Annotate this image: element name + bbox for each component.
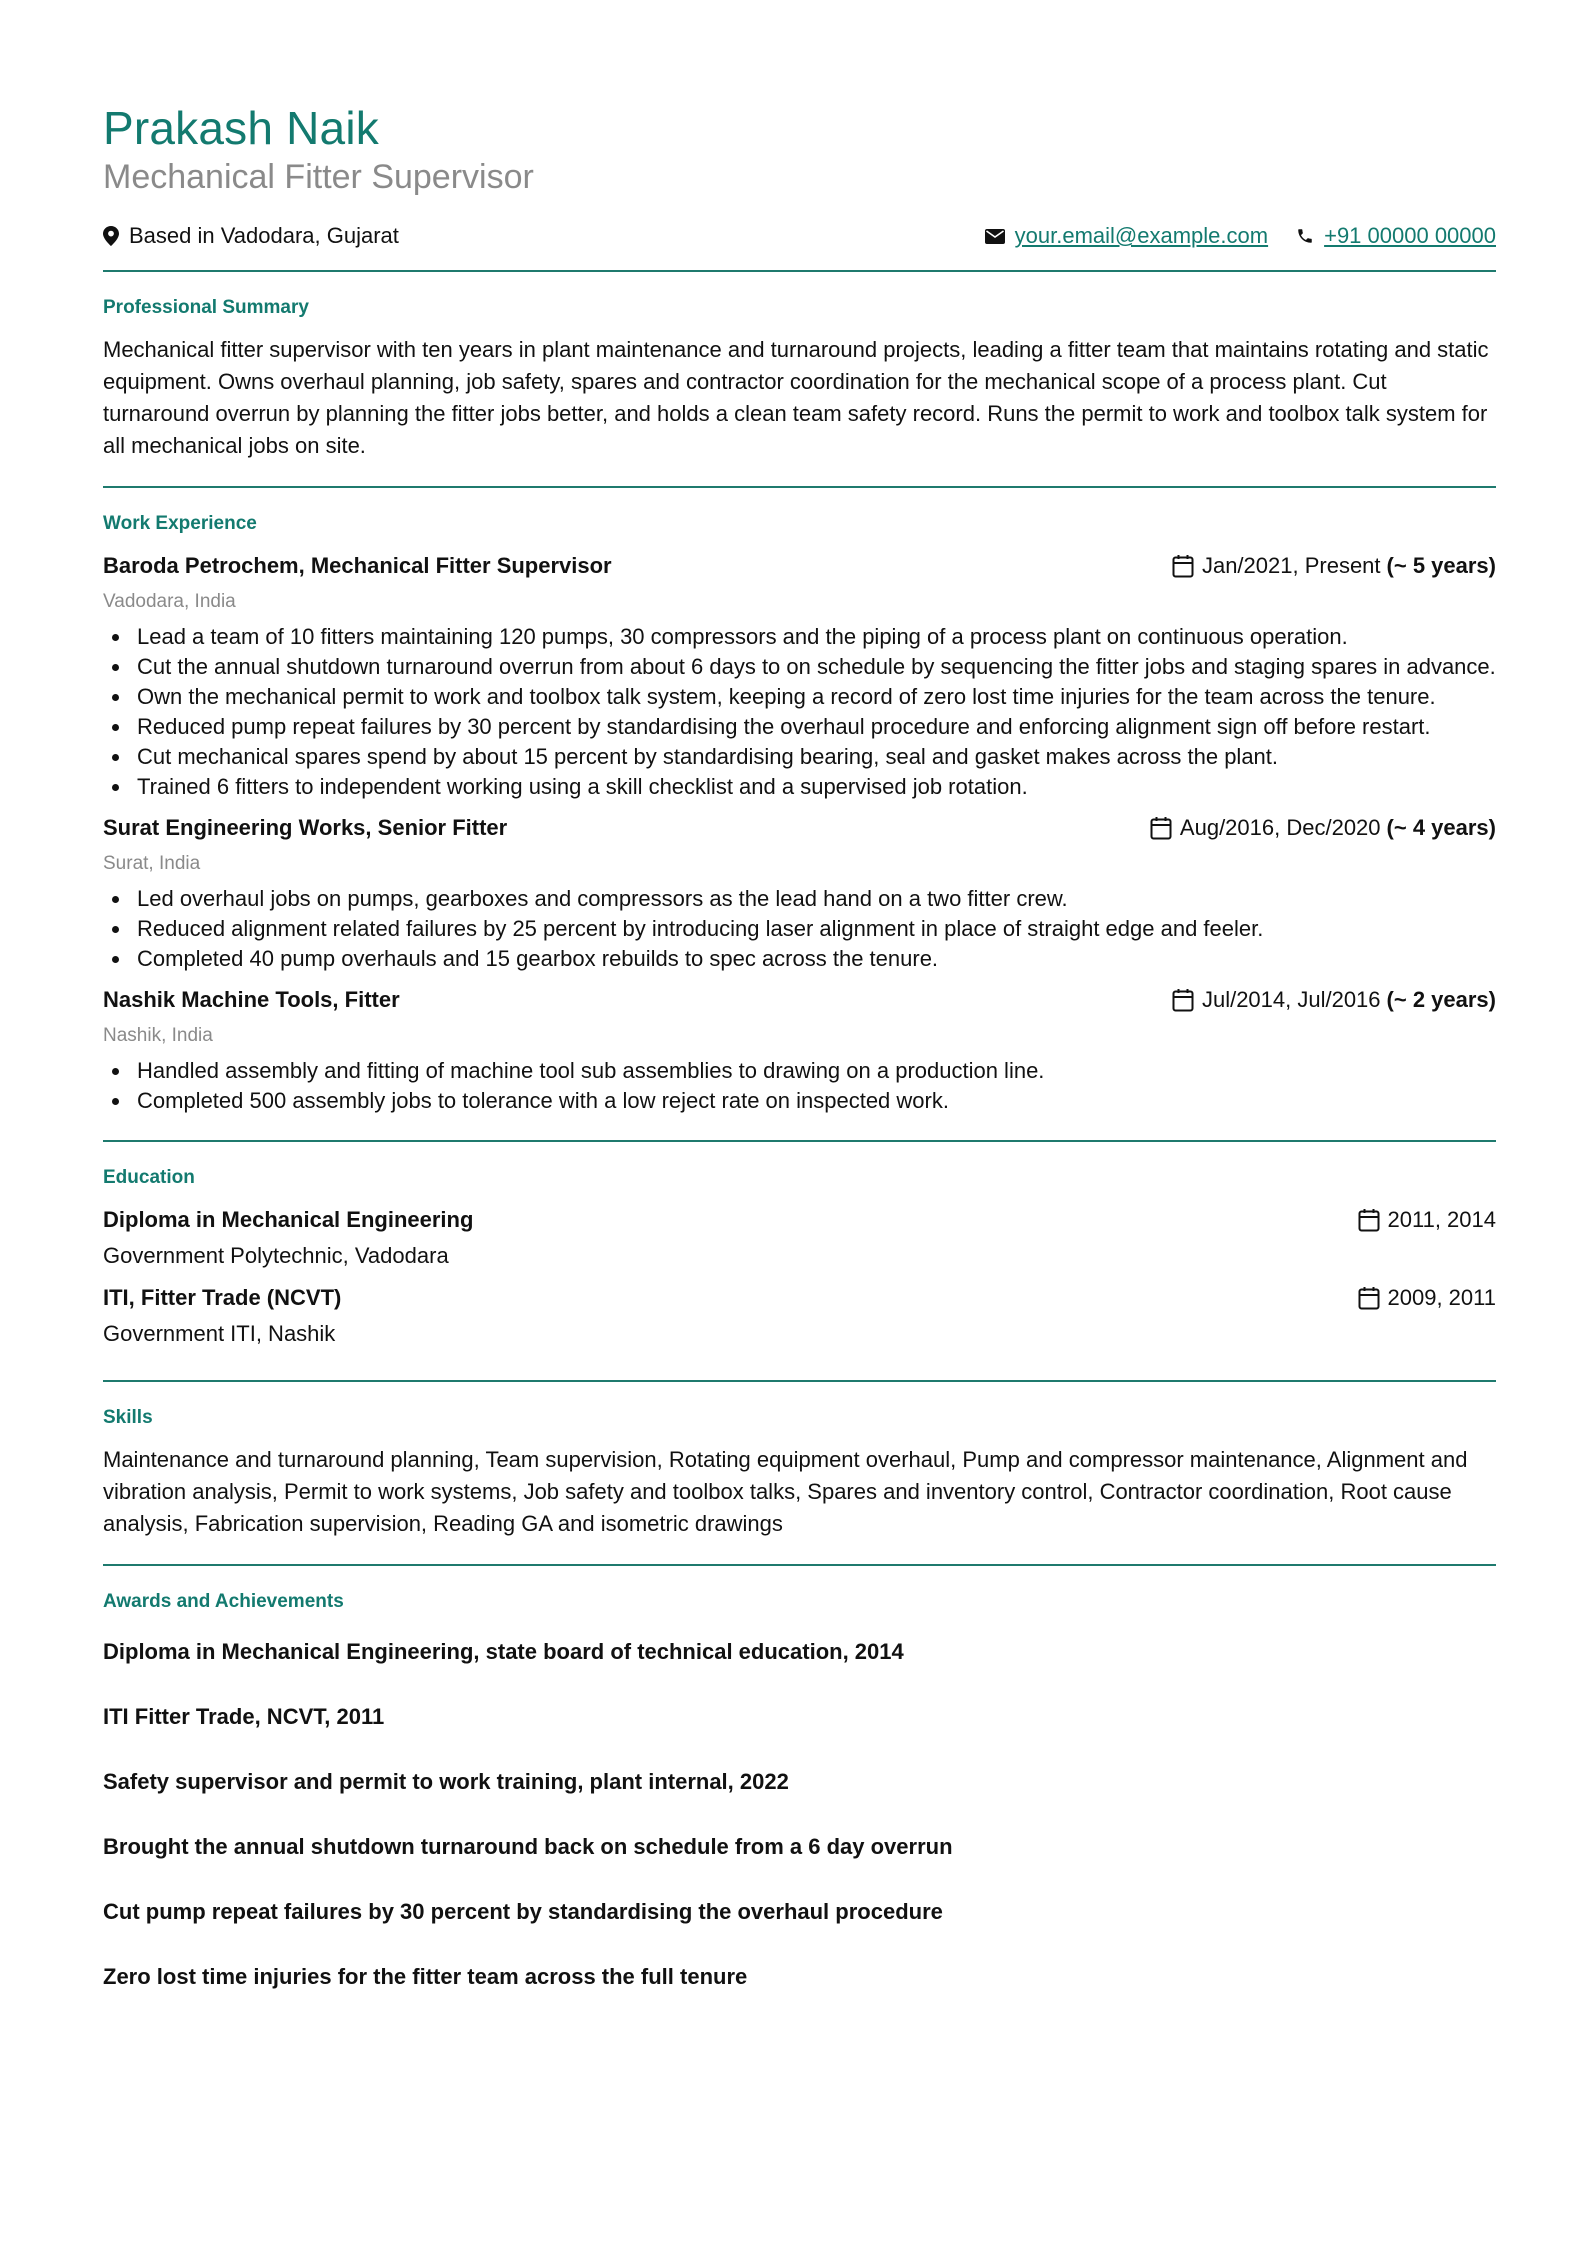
date-range: Jan/2021, Present bbox=[1201, 553, 1381, 578]
job-heading: Surat Engineering Works, Senior Fitter bbox=[103, 815, 508, 840]
candidate-name: Prakash Naik bbox=[103, 102, 379, 154]
calendar-icon bbox=[1172, 554, 1194, 578]
job-company: Baroda Petrochem bbox=[103, 553, 299, 578]
email-link[interactable]: your.email@example.com bbox=[1014, 223, 1269, 248]
list-item: Reduced pump repeat failures by 30 percent by standardising the overhaul procedure and enforcing alignment sign off before restart. bbox=[103, 712, 1496, 742]
job-entry bbox=[103, 984, 1496, 1116]
date-range: 2011, 2014 bbox=[1387, 1207, 1496, 1232]
award-item: ITI Fitter Trade, NCVT, 2011 bbox=[103, 1704, 385, 1729]
section-title: Work Experience bbox=[103, 513, 257, 534]
calendar-icon bbox=[1358, 1286, 1380, 1310]
job-company: Nashik Machine Tools bbox=[103, 987, 333, 1012]
job-position: Mechanical Fitter Supervisor bbox=[310, 553, 612, 578]
award-item: Cut pump repeat failures by 30 percent by standardising the overhaul procedure bbox=[103, 1899, 943, 1924]
job-entry bbox=[103, 550, 1496, 802]
date-range: 2009, 2011 bbox=[1387, 1285, 1496, 1310]
skills-section bbox=[103, 1382, 1496, 1564]
degree-name: ITI, Fitter Trade (NCVT) bbox=[103, 1285, 342, 1310]
job-bullets bbox=[103, 622, 1496, 802]
job-position: Senior Fitter bbox=[377, 815, 508, 840]
job-location: Surat, India bbox=[103, 853, 201, 874]
education-entry bbox=[103, 1282, 1496, 1350]
section-title: Professional Summary bbox=[103, 297, 309, 318]
school-name: Government ITI, Nashik bbox=[103, 1321, 336, 1346]
skills-text: Maintenance and turnaround planning, Team supervision, Rotating equipment overhaul, Pump and compressor maintenance, Alignment and vibration analysis, Permit to work systems, Job safety and toolbox talks, Spares and inventory control, Contractor coordination, Root cause analysis, Fabrication supervision, Reading GA and isometric drawings bbox=[103, 1447, 1468, 1536]
date-range: Jul/2014, Jul/2016 bbox=[1201, 987, 1381, 1012]
job-position: Fitter bbox=[344, 987, 400, 1012]
list-item: Own the mechanical permit to work and toolbox talk system, keeping a record of zero lost time injuries for the team across the tenure. bbox=[103, 682, 1496, 712]
list-item: Lead a team of 10 fitters maintaining 120 pumps, 30 compressors and the piping of a process plant on continuous operation. bbox=[103, 622, 1496, 652]
job-bullets bbox=[103, 884, 1496, 974]
summary-text: Mechanical fitter supervisor with ten years in plant maintenance and turnaround projects, leading a fitter team that maintains rotating and static equipment. Owns overhaul planning, job safety, spares and contractor coordination for the mechanical scope of a process plant. Cut turnaround overrun by planning the fitter jobs better, and holds a clean team safety record. Runs the permit to work and toolbox talk system for all mechanical jobs on site. bbox=[103, 337, 1489, 458]
job-dates bbox=[1172, 550, 1496, 582]
job-company: Surat Engineering Works bbox=[103, 815, 366, 840]
map-pin-icon bbox=[103, 226, 119, 246]
award-item: Zero lost time injuries for the fitter team across the full tenure bbox=[103, 1964, 748, 1989]
calendar-icon bbox=[1358, 1208, 1380, 1232]
section-title: Awards and Achievements bbox=[103, 1591, 344, 1612]
education-entry bbox=[103, 1204, 1496, 1272]
experience-section bbox=[103, 488, 1496, 1140]
award-item: Safety supervisor and permit to work training, plant internal, 2022 bbox=[103, 1769, 789, 1794]
phone-icon bbox=[1296, 227, 1314, 245]
job-heading: Baroda Petrochem, Mechanical Fitter Supervisor bbox=[103, 553, 612, 578]
phone-item[interactable] bbox=[1296, 223, 1496, 249]
job-entry bbox=[103, 812, 1496, 974]
section-title: Skills bbox=[103, 1407, 153, 1428]
list-item: Led overhaul jobs on pumps, gearboxes and compressors as the lead hand on a two fitter crew. bbox=[103, 884, 1496, 914]
date-duration: (~ 4 years) bbox=[1386, 815, 1496, 840]
job-heading: Nashik Machine Tools, Fitter bbox=[103, 987, 400, 1012]
date-duration: (~ 5 years) bbox=[1386, 553, 1496, 578]
email-item[interactable] bbox=[985, 223, 1268, 249]
location-item bbox=[103, 223, 399, 249]
section-title: Education bbox=[103, 1167, 195, 1188]
mail-icon bbox=[985, 229, 1005, 244]
job-dates bbox=[1172, 984, 1496, 1016]
job-bullets bbox=[103, 1056, 1496, 1116]
award-item: Brought the annual shutdown turnaround back on schedule from a 6 day overrun bbox=[103, 1834, 953, 1859]
award-item: Diploma in Mechanical Engineering, state board of technical education, 2014 bbox=[103, 1639, 904, 1664]
list-item: Trained 6 fitters to independent working using a skill checklist and a supervised job rotation. bbox=[103, 772, 1496, 802]
calendar-icon bbox=[1150, 816, 1172, 840]
list-item: Cut mechanical spares spend by about 15 percent by standardising bearing, seal and gasket makes across the plant. bbox=[103, 742, 1496, 772]
list-item: Reduced alignment related failures by 25 percent by introducing laser alignment in place of straight edge and feeler. bbox=[103, 914, 1496, 944]
education-dates bbox=[1358, 1282, 1496, 1314]
job-location: Vadodara, India bbox=[103, 591, 236, 612]
candidate-role: Mechanical Fitter Supervisor bbox=[103, 158, 534, 196]
list-item: Cut the annual shutdown turnaround overrun from about 6 days to on schedule by sequencing the fitter jobs and staging spares in advance. bbox=[103, 652, 1496, 682]
location-text: Based in Vadodara, Gujarat bbox=[129, 223, 399, 248]
date-range: Aug/2016, Dec/2020 bbox=[1179, 815, 1381, 840]
list-item: Completed 40 pump overhauls and 15 gearbox rebuilds to spec across the tenure. bbox=[103, 944, 1496, 974]
school-name: Government Polytechnic, Vadodara bbox=[103, 1243, 449, 1268]
job-location: Nashik, India bbox=[103, 1025, 213, 1046]
degree-name: Diploma in Mechanical Engineering bbox=[103, 1207, 474, 1232]
resume-page bbox=[103, 100, 1496, 2050]
contact-row bbox=[103, 216, 1496, 256]
list-item: Completed 500 assembly jobs to tolerance with a low reject rate on inspected work. bbox=[103, 1086, 1496, 1116]
education-section bbox=[103, 1142, 1496, 1380]
list-item: Handled assembly and fitting of machine tool sub assemblies to drawing on a production line. bbox=[103, 1056, 1496, 1086]
phone-link[interactable]: +91 00000 00000 bbox=[1324, 223, 1496, 248]
job-dates bbox=[1150, 812, 1496, 844]
awards-section bbox=[103, 1566, 1496, 2050]
summary-section bbox=[103, 272, 1496, 486]
calendar-icon bbox=[1172, 988, 1194, 1012]
date-duration: (~ 2 years) bbox=[1386, 987, 1496, 1012]
education-dates bbox=[1358, 1204, 1496, 1236]
